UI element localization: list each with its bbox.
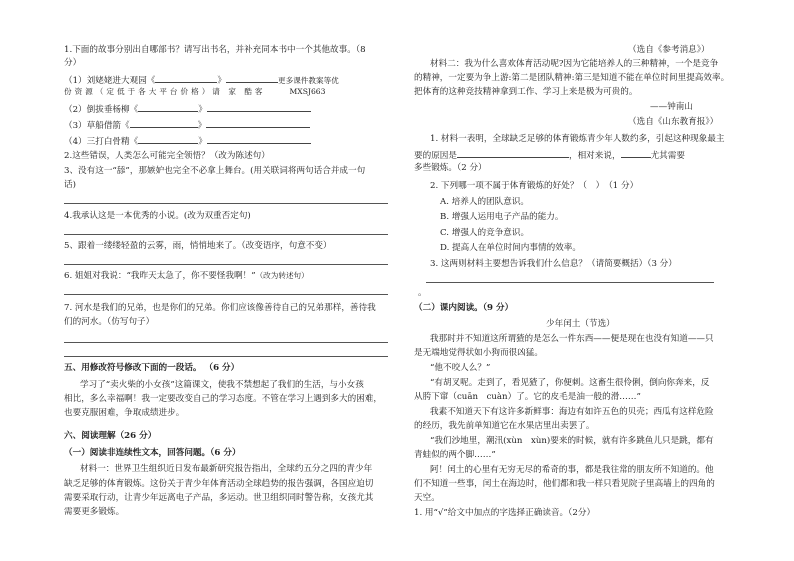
q5-text: 5、跟着一缕缕轻盈的云雾，雨，悄悄地来了。（改变语序，句意不变） [64, 241, 332, 251]
q2-text: 2.这些错误，人类怎么可能完全领悟？（改为陈述句） [64, 151, 270, 161]
material2-line1: 材料二：我为什么喜欢体育活动呢?因为它能培养人的三种精神，一个是竞争 [430, 59, 719, 69]
answer-blank[interactable] [457, 148, 569, 158]
material1-line1: 材料一：世界卫生组织近日发布最新研究报告指出，全球约五分之四的青少年 [80, 464, 373, 474]
passage-line: 我那时并不知道这所谓猹的是怎么一件东西——便是现在也没有知道——只 [430, 334, 714, 344]
answer-line[interactable] [64, 234, 388, 235]
answer-line[interactable] [426, 282, 714, 283]
q6-text: 6. 姐姐对我说：“我昨天太急了，你不要怪我啊！”（改为转述句） [64, 271, 309, 281]
answer-blank[interactable] [155, 73, 217, 83]
option-d[interactable]: D. 提高人在单位时间内事情的效率。 [440, 243, 581, 253]
passage-line: 是无端地觉得状如小狗而很凶猛。 [414, 348, 543, 358]
section6-title: 六、阅读理解（26 分） [64, 431, 157, 441]
material1-line2: 缺乏足够的体育锻炼。这份关于青少年体育活动全球趋势的报告强调，各国应迫切 [64, 479, 374, 489]
author: ——钟南山 [650, 102, 693, 112]
r-q3-end: 。 [418, 288, 427, 298]
section5-title: 五、用修改符号修改下面的一段话。 （6 分） [64, 363, 240, 373]
passage-line: 天空。 [414, 493, 440, 503]
r-q3-text: 3. 这两则材料主要想告诉我们什么信息？（请简要概括）（3 分） [430, 259, 677, 269]
answer-blank[interactable] [130, 118, 198, 128]
answer-line[interactable] [64, 356, 388, 357]
passage-line: 青蛙似的两个脚……” [414, 450, 496, 460]
answer-blank[interactable] [207, 102, 311, 112]
option-b[interactable]: B. 增强人运用电子产品的能力。 [440, 212, 564, 222]
q1-item-1: （1）刘姥姥进大观园《 》 更多课件教案等优 [64, 73, 339, 87]
q3-line2: 话) [64, 180, 76, 190]
answer-line[interactable] [64, 203, 388, 204]
watermark-text: 更多课件教案等优 [278, 76, 339, 85]
q1-item-3: （3）草船借箭《 》 [64, 118, 310, 132]
passage-line: 阿！闰土的心里有无穷无尽的希奇的事，都是我往常的朋友所不知道的。他 [430, 465, 714, 475]
answer-line[interactable] [64, 264, 388, 265]
r-q1-line1: 1. 材料一表明，全球缺乏足够的体育锻炼青少年人数约多，引起这种现象最主 [430, 134, 725, 144]
r-q2-stem: 2. 下列哪一项不属于体育锻炼的好处？（ ） （1 分） [430, 181, 639, 191]
answer-line[interactable] [64, 294, 388, 295]
passage-line: “我们沙地里，潮汛(xùn xùn)要来的时候，就有许多跳鱼儿只是跳，都有 [430, 436, 714, 446]
passage-line: 从胯下窜（cuān cuàn）了。它的皮毛是油一般的滑……” [414, 392, 641, 402]
passage-title: 少年闰土（节选） [546, 319, 615, 329]
answer-blank[interactable] [138, 134, 198, 144]
q4-text: 4.我承认这是一本优秀的小说。(改为双重否定句) [64, 211, 251, 221]
q1-item-2: （2）倒拔垂杨柳《 》 [64, 102, 311, 116]
source-citation-1: （选自《参考消息》） [628, 45, 710, 55]
material1-line3: 需要采取行动，让青少年远离电子产品，多运动。世卫组织同时警告称，女孩尤其 [64, 493, 374, 503]
material2-line3: 把体育的这种竞技精神拿到工作、学习上来是极为可贵的。 [414, 87, 638, 97]
q1-item-4: （4）三打白骨精《 》 [64, 134, 311, 148]
passage-line: 我素不知道天下有这许多新鲜事：海边有如许五色的贝壳；西瓜有这样危险 [430, 407, 714, 417]
answer-blank[interactable] [207, 134, 311, 144]
passage-line: 们不知道一些事，闰土在海边时，他们都和我一样只看见院子里高墙上的四角的 [414, 479, 715, 489]
section5-p1: 学习了“卖火柴的小女孩”这篇课文，使我不禁想起了我们的生活，与小女孩 [80, 380, 364, 390]
option-c[interactable]: C. 增强人的竞争意识。 [440, 228, 530, 238]
option-a[interactable]: A. 培养人的团队意识。 [440, 197, 530, 207]
passage-line: 的经历，我先前单知道它在水果店里出卖罢了。 [414, 421, 595, 431]
r-q1-line2: 要的原因是 ，相对来说， 尤其需要 [414, 148, 685, 162]
watermark-text-2: 份资源（定低于各大平台价格）请 家 酷客 MXSJ663 [64, 87, 326, 96]
q7-line2: 们的河水。（仿写句子） [64, 317, 155, 327]
q1-line2: 分） [64, 58, 82, 68]
answer-blank[interactable] [206, 118, 310, 128]
left-column [64, 0, 390, 561]
answer-blank[interactable] [138, 102, 198, 112]
r-q1-line3: 多些锻炼。（2 分） [414, 163, 487, 173]
q7-line1: 7. 河水是我们的兄弟，也是你们的兄弟。你们应该像善待自己的兄弟那样，善待我 [64, 303, 376, 313]
source-citation-2: （选自《山东教育报》） [628, 117, 719, 127]
answer-blank[interactable] [621, 148, 651, 158]
answer-blank[interactable] [226, 73, 278, 83]
q3-line1: 3、没有这一“舔”，那嫉妒也完全不必拿上舞台。(用关联词将两句话合并成一句 [64, 166, 366, 176]
r-last-question: 1. 用“√”给文中加点的字选择正确读音。（2分） [414, 508, 596, 518]
material2-line2: 的精神，一定要为争上游:第二是团队精神:第三是知道不能在单位时间里提高效率。 [414, 73, 730, 83]
passage-line: “有胡叉呢。走到了，看见猹了，你便刺。这畜生很伶俐，倒向你奔来，反 [430, 378, 710, 388]
right-column [414, 0, 754, 561]
passage-line: “他不咬人么？” [430, 363, 491, 373]
answer-line[interactable] [64, 342, 388, 343]
material1-line4: 需要更多锻炼。 [64, 507, 125, 517]
section5-p3: 也要克服困难，争取成绩进步。 [64, 408, 185, 418]
q1-line1: 1.下面的故事分别出自哪部书？请写出书名，并补充同本书中一个其他故事。（8 [64, 45, 366, 55]
section6-sub1: （一）阅读非连续性文本，回答问题。（6 分） [64, 448, 241, 458]
section-sub2: （二）课内阅读。（9 分） [414, 303, 514, 313]
section5-p2: 相比，多么幸福啊！我一定要改变自己的学习态度。不管在学习上遇到多大的困难， [64, 394, 382, 404]
